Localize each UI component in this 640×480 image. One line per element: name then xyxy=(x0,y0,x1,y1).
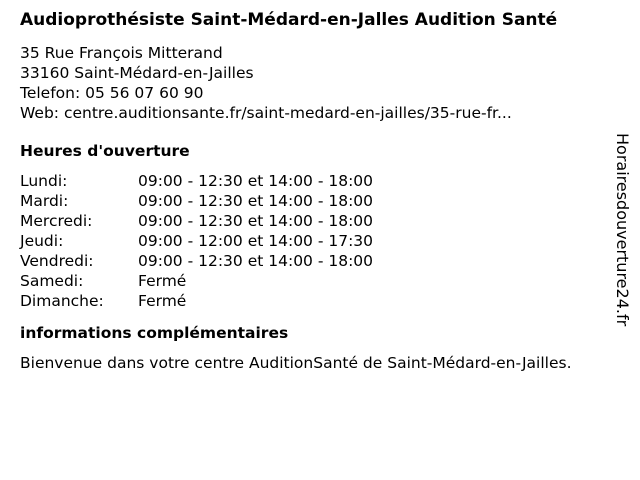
business-card xyxy=(20,10,612,373)
time-value: 09:00 - 12:30 et 14:00 - 18:00 xyxy=(138,252,374,270)
time-value: Fermé xyxy=(138,272,187,290)
additional-info-heading: informations complémentaires xyxy=(20,324,289,342)
day-label: Vendredi: xyxy=(20,252,94,270)
time-value: 09:00 - 12:30 et 14:00 - 18:00 xyxy=(138,192,374,210)
hours-row-samedi xyxy=(20,271,612,291)
additional-info-text: Bienvenue dans votre centre AuditionSanté de Saint-Médard-en-Jailles. xyxy=(20,354,572,372)
hours-row-mardi xyxy=(20,191,612,211)
site-watermark: Horairesdouverture24.fr xyxy=(613,133,632,327)
hours-row-dimanche xyxy=(20,291,612,311)
phone-number[interactable]: Telefon: 05 56 07 60 90 xyxy=(20,84,204,102)
street-address: 35 Rue François Mitterand xyxy=(20,44,223,62)
time-value: 09:00 - 12:00 et 14:00 - 17:30 xyxy=(138,232,374,250)
day-label: Dimanche: xyxy=(20,292,104,310)
business-title: Audioprothésiste Saint-Médard-en-Jalles Audition Santé xyxy=(20,10,558,30)
address-block xyxy=(20,43,612,123)
hours-row-mercredi xyxy=(20,211,612,231)
city-address: 33160 Saint-Médard-en-Jailles xyxy=(20,64,254,82)
day-label: Mardi: xyxy=(20,192,69,210)
website-link[interactable]: Web: centre.auditionsante.fr/saint-medard-en-jailles/35-rue-fr... xyxy=(20,104,512,122)
day-label: Lundi: xyxy=(20,172,68,190)
hours-row-lundi xyxy=(20,171,612,191)
hours-row-vendredi xyxy=(20,251,612,271)
opening-hours-table xyxy=(20,171,612,311)
hours-row-jeudi xyxy=(20,231,612,251)
opening-hours-heading: Heures d'ouverture xyxy=(20,142,190,160)
day-label: Samedi: xyxy=(20,272,84,290)
day-label: Mercredi: xyxy=(20,212,93,230)
time-value: 09:00 - 12:30 et 14:00 - 18:00 xyxy=(138,172,374,190)
time-value: 09:00 - 12:30 et 14:00 - 18:00 xyxy=(138,212,374,230)
time-value: Fermé xyxy=(138,292,187,310)
day-label: Jeudi: xyxy=(20,232,64,250)
